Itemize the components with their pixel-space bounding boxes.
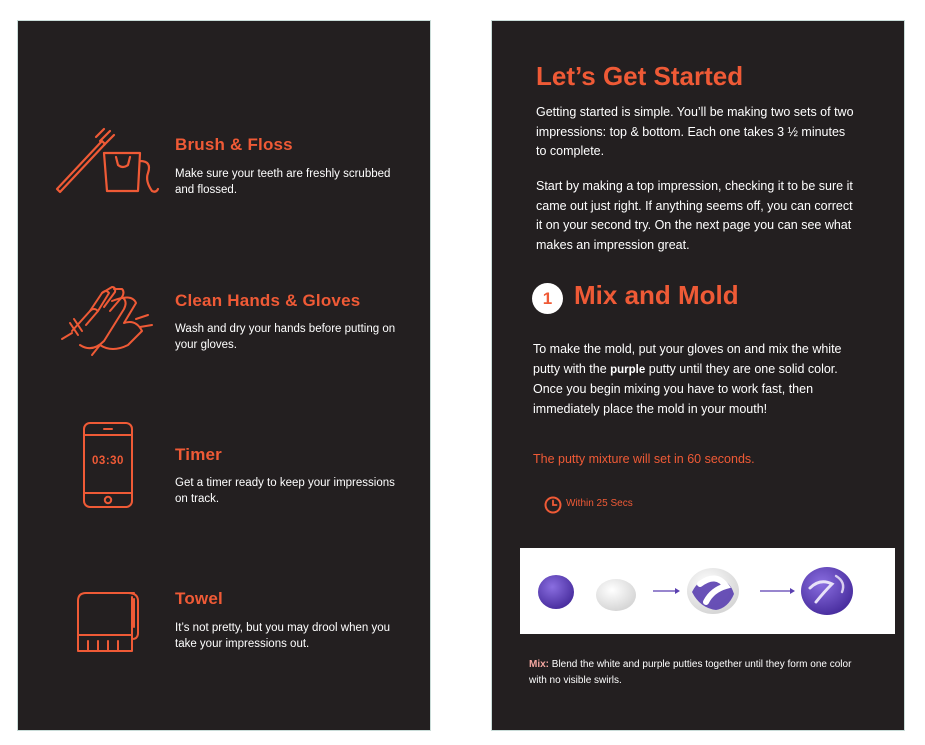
- washing-hands-icon: [52, 279, 162, 379]
- supply-item-clean-hands: [18, 279, 432, 409]
- clock-icon: [544, 496, 562, 514]
- page-title: Let’s Get Started: [536, 61, 744, 91]
- phone-timer-icon: [52, 421, 162, 521]
- caption-text: Blend the white and purple putties together until they form one color with no visible swirls.: [529, 659, 852, 686]
- caption-label: Mix:: [529, 659, 549, 670]
- step-body-end: putty until they are one solid color. Once you begin mixing you have to work fast, then immediately place the mold in your mouth!: [533, 361, 838, 416]
- timer-label: Within 25 Secs: [566, 498, 633, 509]
- item-title: Clean Hands & Gloves: [175, 291, 361, 310]
- supply-item-timer: [18, 421, 432, 551]
- towel-icon: [52, 587, 162, 687]
- step-body-highlight: purple: [610, 363, 646, 376]
- item-title: Timer: [175, 445, 222, 464]
- timer-screen-text: 03:30: [92, 455, 124, 467]
- set-time-warning: The putty mixture will set in 60 seconds.: [533, 452, 755, 466]
- step-title: Mix and Mold: [574, 280, 739, 310]
- item-description: Wash and dry your hands before putting on your gloves.: [175, 323, 396, 351]
- step-number-badge: 1: [532, 283, 563, 314]
- toothbrush-cup-icon: [52, 123, 162, 223]
- item-description: Make sure your teeth are freshly scrubbed and flossed.: [175, 168, 391, 196]
- supplies-panel: [17, 20, 431, 731]
- step-body: [533, 340, 851, 419]
- supply-item-brush-floss: [18, 123, 432, 253]
- instructions-panel: [491, 20, 905, 731]
- item-description: Get a timer ready to keep your impressions on track.: [175, 477, 395, 505]
- item-title: Brush & Floss: [175, 135, 293, 154]
- intro-paragraph-2: Start by making a top impression, checking it to be sure it came out just right. If anything seems off, you can correct it on your second try. On the next page you can see what makes an impression great.: [536, 179, 853, 252]
- putty-mixing-illustration: [520, 548, 895, 634]
- photo-caption: [529, 657, 869, 689]
- item-description: It’s not pretty, but you may drool when you take your impressions out.: [175, 622, 390, 650]
- intro-paragraph-1: Getting started is simple. You’ll be making two sets of two impressions: top & bottom. Each one takes 3 ½ minutes to complete.: [536, 105, 854, 158]
- supply-item-towel: [18, 587, 432, 717]
- putty-mixing-photo-strip: [520, 548, 895, 634]
- step-body-start: To make the mold, put your gloves on and mix the white putty with the: [533, 342, 842, 376]
- item-title: Towel: [175, 589, 223, 608]
